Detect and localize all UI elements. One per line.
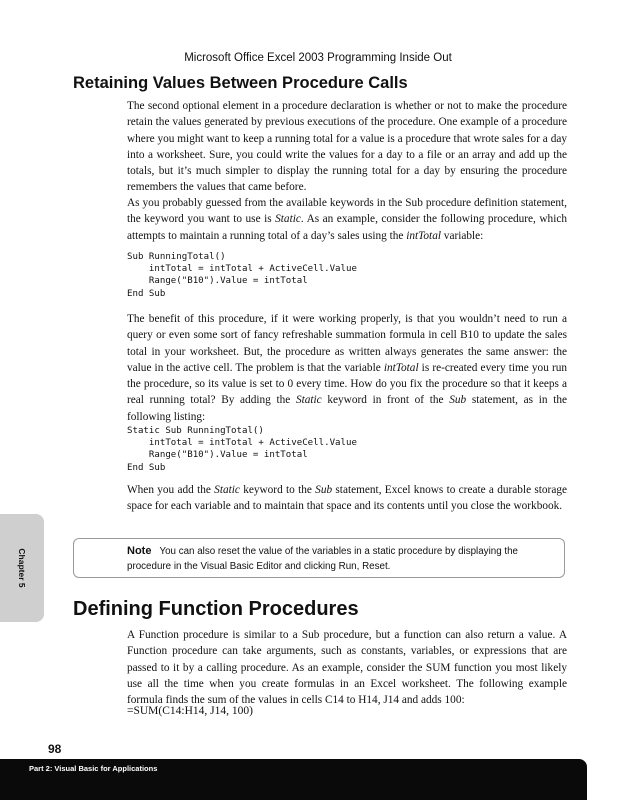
paragraph-text: variable: (440, 229, 484, 242)
keyword-static: Static (275, 213, 301, 226)
note-label: Note (127, 545, 152, 557)
paragraph-text: statement, Excel knows to create a durable storage space for each variable and to maintain that space and its contents until you close the workbook. (127, 484, 567, 513)
page-number: 98 (48, 742, 62, 756)
paragraph-text: statement, as in the following listing: (127, 394, 567, 423)
paragraph-text: is re-created every time you run the procedure, so its value is set to 0 every time. How do you fix the procedure so that it keeps a real running total? By adding the (127, 361, 567, 407)
keyword-sub: Sub (315, 484, 333, 496)
keyword-static: Static (295, 394, 322, 407)
code-listing-static-running-total: Static Sub RunningTotal() intTotal = intTotal + ActiveCell.Value Range("B10").Value = intTotal End Sub (127, 426, 357, 473)
paragraph-function-intro (127, 627, 567, 708)
footer-part-label: Part 2: Visual Basic for Applications (29, 764, 158, 773)
code-listing-running-total: Sub RunningTotal() intTotal = intTotal + ActiveCell.Value Range("B10").Value = intTotal End Sub (127, 252, 357, 299)
variable-inttotal: intTotal (406, 229, 441, 242)
section-title-retaining-values: Retaining Values Between Procedure Calls (73, 74, 408, 92)
note-text: You can also reset the value of the variables in a static procedure by displaying the procedure in the Visual Basic Editor and clicking Run, Reset. (127, 546, 518, 572)
paragraph-text: keyword to the (239, 484, 316, 496)
note-content (127, 544, 557, 574)
paragraph-text: The benefit of this procedure, if it were working properly, is that you wouldn’t need to run a query or even some sort of fancy refreshable summation formula in cell B10 to update the sales total in your worksheet. But, the procedure as written always generates the same answer: the value in the active cell. The problem is that the variable (127, 313, 567, 374)
paragraph-text: As you probably guessed from the available keywords in the Sub procedure definition statement, the keyword you want to use is (127, 197, 567, 226)
paragraph-text: The second optional element in a procedure declaration is whether or not to make the procedure retain the values generated by previous executions of the procedure. One example of a procedure where you might want to keep a running total for a value is a procedure that wrote sales for a day into a worksheet. Sure, you could write the values for a day to a file or an array and add up the totals, but it’s much simpler to display the running total for a day by ensuring the procedure remembers the values that came before. (127, 100, 567, 194)
paragraph-static-keyword (127, 195, 567, 244)
paragraph-intro (127, 98, 567, 196)
paragraph-text: keyword in front of the (321, 394, 450, 407)
variable-inttotal: intTotal (383, 361, 419, 374)
formula-example: =SUM(C14:H14, J14, 100) (127, 705, 253, 717)
paragraph-text: . As an example, consider the following procedure, which attempts to maintain a running total of a day’s sales using the (127, 213, 567, 242)
paragraph-text: When you add the (127, 484, 215, 496)
keyword-sub: Sub (449, 394, 467, 407)
paragraph-text: A Function procedure is similar to a Sub procedure, but a function can also return a value. A Function procedure can take arguments, such as constants, variables, or expressions that are passed to it by a calling procedure. As an example, consider the SUM function you most likely use all the time when you create formulas in an Excel worksheet. The following example formula finds the sum of the values in cells C14 to H14, J14 and adds 100: (127, 629, 567, 707)
chapter-tab-label: Chapter 5 (17, 548, 27, 588)
section-title-function-procedures: Defining Function Procedures (73, 598, 359, 620)
running-header: Microsoft Office Excel 2003 Programming Inside Out (184, 52, 452, 64)
keyword-static: Static (214, 484, 240, 496)
paragraph-static-result (127, 482, 567, 515)
paragraph-benefit (127, 311, 567, 425)
